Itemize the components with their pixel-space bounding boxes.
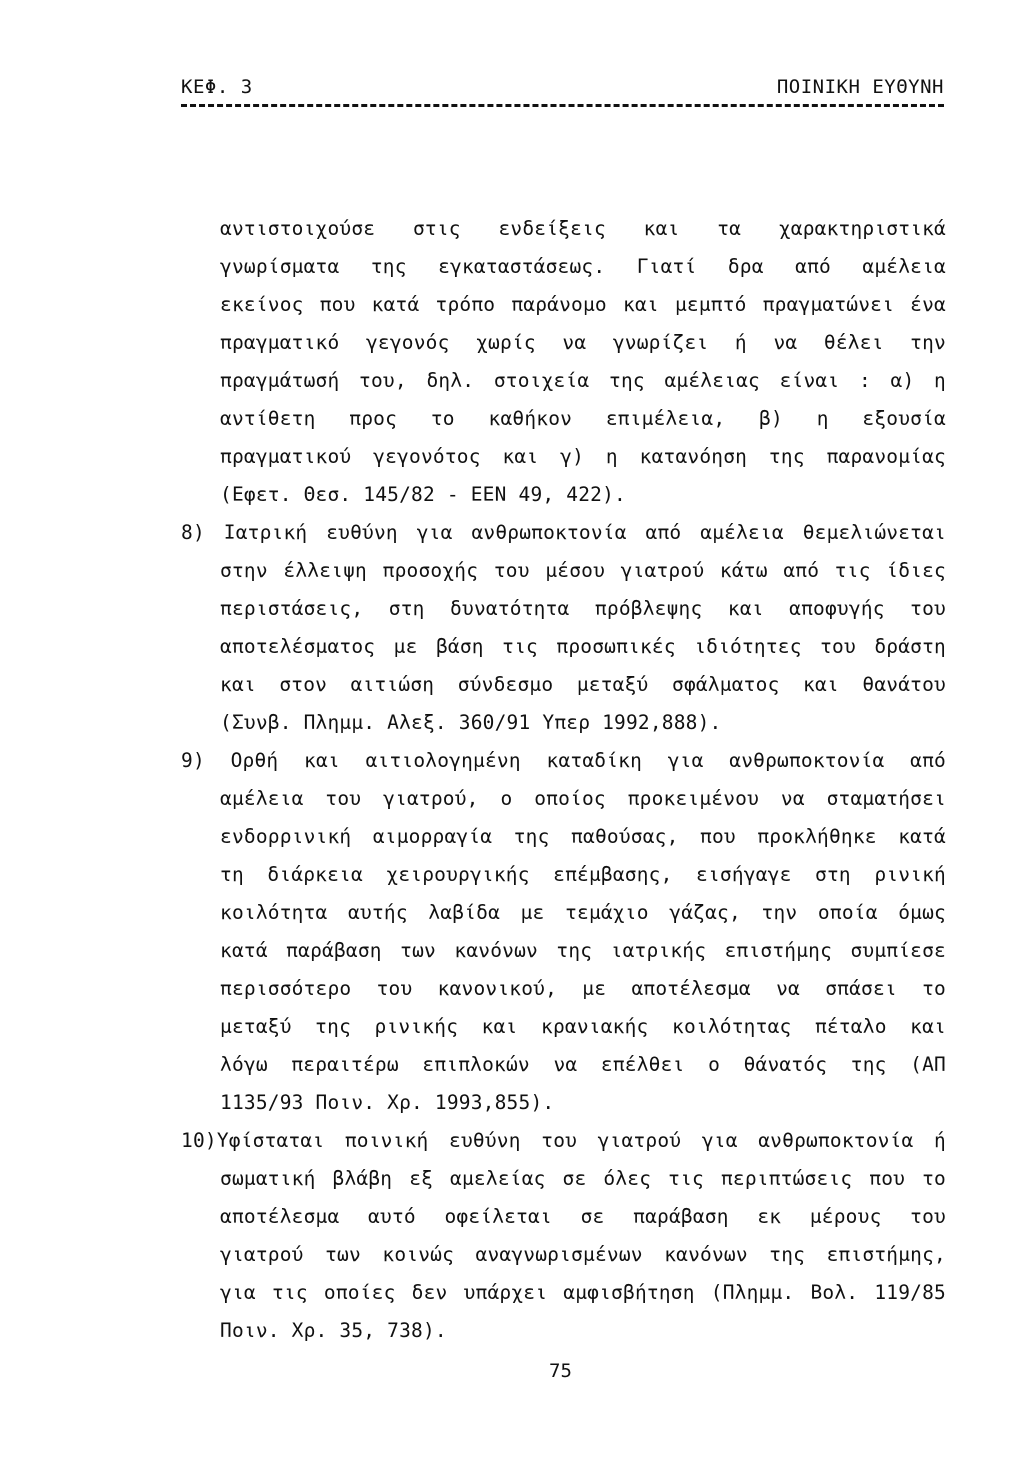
text-line: γιατρού των κοινώς αναγνωρισμένων κανόνων της επιστήμης,	[220, 1243, 946, 1266]
item-8-first-line: 8) Ιατρική ευθύνη για ανθρωποκτονία από αμέλεια θεμελιώνεται	[181, 521, 946, 544]
item-9-first-line: 9) Ορθή και αιτιολογημένη καταδίκη για ανθρωποκτονία από	[181, 749, 946, 772]
chapter-label: ΚΕΦ. 3	[181, 76, 253, 98]
text-line: αμέλεια του γιατρού, ο οποίος προκειμένου να σταματήσει	[220, 787, 946, 810]
chapter-title: ΠΟΙΝΙΚΗ ΕΥΘΥΝΗ	[776, 76, 944, 98]
running-header	[181, 76, 944, 100]
text-line: τη διάρκεια χειρουργικής επέμβασης, εισήγαγε στη ρινική	[220, 863, 946, 886]
text-line: σωματική βλάβη εξ αμελείας σε όλες τις περιπτώσεις που το	[220, 1167, 946, 1190]
text-line-last: (Συνβ. Πλημμ. Αλεξ. 360/91 Υπερ 1992,888).	[220, 711, 722, 734]
text-line: στην έλλειψη προσοχής του μέσου γιατρού κάτω από τις ίδιες	[220, 559, 946, 582]
text-line-last: (Εφετ. Θεσ. 145/82 - ΕΕΝ 49, 422).	[220, 483, 626, 506]
text-line: και στον αιτιώση σύνδεσμο μεταξύ σφάλματος και θανάτου	[220, 673, 946, 696]
text-line: περισσότερο του κανονικού, με αποτέλεσμα να σπάσει το	[220, 977, 946, 1000]
text-line: εκείνος που κατά τρόπο παράνομο και μεμπτό πραγματώνει ένα	[220, 293, 946, 316]
text-line: πραγμάτωσή του, δηλ. στοιχεία της αμέλειας είναι : α) η	[220, 369, 946, 392]
text-line: μεταξύ της ρινικής και κρανιακής κοιλότητας πέταλο και	[220, 1015, 946, 1038]
text-line: πραγματικού γεγονότος και γ) η κατανόηση της παρανομίας	[220, 445, 946, 468]
text-line: περιστάσεις, στη δυνατότητα πρόβλεψης και αποφυγής του	[220, 597, 946, 620]
text-line: αποτελέσματος με βάση τις προσωπικές ιδιότητες του δράστη	[220, 635, 946, 658]
header-dashed-rule	[181, 104, 944, 107]
text-line: λόγω περαιτέρω επιπλοκών να επέλθει ο θάνατός της (ΑΠ	[220, 1053, 946, 1076]
page-number: 75	[549, 1360, 572, 1382]
text-line: αντιστοιχούσε στις ενδείξεις και τα χαρακτηριστικά	[220, 217, 946, 240]
text-line: γνωρίσματα της εγκαταστάσεως. Γιατί δρα από αμέλεια	[220, 255, 946, 278]
text-line: πραγματικό γεγονός χωρίς να γνωρίζει ή να θέλει την	[220, 331, 946, 354]
text-line: αντίθετη προς το καθήκον επιμέλεια, β) η εξουσία	[220, 407, 946, 430]
text-line: κατά παράβαση των κανόνων της ιατρικής επιστήμης συμπίεσε	[220, 939, 946, 962]
item-10-first-line: 10)Υφίσταται ποινική ευθύνη του γιατρού για ανθρωποκτονία ή	[181, 1129, 946, 1152]
text-line: αποτέλεσμα αυτό οφείλεται σε παράβαση εκ μέρους του	[220, 1205, 946, 1228]
text-line: για τις οποίες δεν υπάρχει αμφισβήτηση (Πλημμ. Βολ. 119/85	[220, 1281, 946, 1304]
text-line-last: 1135/93 Ποιν. Χρ. 1993,855).	[220, 1091, 555, 1114]
text-line: ενδορρινική αιμορραγία της παθούσας, που προκλήθηκε κατά	[220, 825, 946, 848]
text-line-last: Ποιν. Χρ. 35, 738).	[220, 1319, 447, 1342]
text-line: κοιλότητα αυτής λαβίδα με τεμάχιο γάζας, την οποία όμως	[220, 901, 946, 924]
